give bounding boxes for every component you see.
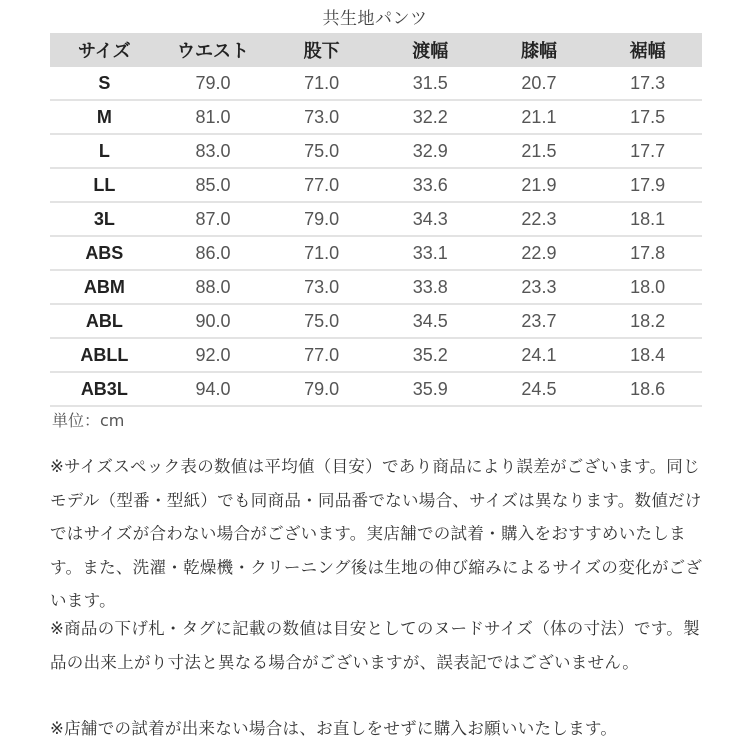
cell-inseam: 75.0 <box>267 304 376 338</box>
cell-inseam: 71.0 <box>267 67 376 100</box>
cell-inseam: 79.0 <box>267 202 376 236</box>
cell-inseam: 71.0 <box>267 236 376 270</box>
chart-title: 共生地パンツ <box>322 9 428 29</box>
cell-waist: 94.0 <box>159 372 268 406</box>
cell-size: AB3L <box>50 372 159 406</box>
cell-thigh: 35.2 <box>376 338 485 372</box>
cell-thigh: 31.5 <box>376 67 485 100</box>
cell-hem: 17.8 <box>593 236 702 270</box>
table-row <box>50 372 702 406</box>
cell-hem: 18.6 <box>593 372 702 406</box>
cell-size: 3L <box>50 202 159 236</box>
header-hem: 裾幅 <box>593 33 702 67</box>
cell-knee: 20.7 <box>485 67 594 100</box>
cell-waist: 79.0 <box>159 67 268 100</box>
cell-knee: 21.5 <box>485 134 594 168</box>
cell-thigh: 32.9 <box>376 134 485 168</box>
header-inseam: 股下 <box>267 33 376 67</box>
table-row <box>50 168 702 202</box>
cell-knee: 23.3 <box>485 270 594 304</box>
cell-thigh: 33.8 <box>376 270 485 304</box>
table-row <box>50 304 702 338</box>
cell-knee: 24.5 <box>485 372 594 406</box>
header-size: サイズ <box>50 33 159 67</box>
cell-inseam: 77.0 <box>267 338 376 372</box>
table-header-row <box>50 33 702 67</box>
header-thigh: 渡幅 <box>376 33 485 67</box>
cell-hem: 17.3 <box>593 67 702 100</box>
cell-knee: 24.1 <box>485 338 594 372</box>
cell-waist: 81.0 <box>159 100 268 134</box>
cell-hem: 17.7 <box>593 134 702 168</box>
header-waist: ウエスト <box>159 33 268 67</box>
table-row <box>50 202 702 236</box>
cell-waist: 90.0 <box>159 304 268 338</box>
cell-hem: 18.0 <box>593 270 702 304</box>
unit-label: 単位：cm <box>52 411 125 430</box>
cell-hem: 17.9 <box>593 168 702 202</box>
cell-hem: 18.4 <box>593 338 702 372</box>
table-row <box>50 338 702 372</box>
cell-thigh: 33.1 <box>376 236 485 270</box>
cell-hem: 18.1 <box>593 202 702 236</box>
cell-waist: 87.0 <box>159 202 268 236</box>
cell-thigh: 33.6 <box>376 168 485 202</box>
table-row <box>50 134 702 168</box>
cell-size: S <box>50 67 159 100</box>
cell-size: LL <box>50 168 159 202</box>
cell-thigh: 34.3 <box>376 202 485 236</box>
cell-size: ABL <box>50 304 159 338</box>
cell-size: M <box>50 100 159 134</box>
table-row <box>50 270 702 304</box>
table-row <box>50 100 702 134</box>
cell-inseam: 77.0 <box>267 168 376 202</box>
cell-thigh: 34.5 <box>376 304 485 338</box>
cell-knee: 23.7 <box>485 304 594 338</box>
note-size-disclaimer: ※サイズスペック表の数値は平均値（目安）であり商品により誤差がございます。同じモデル（型番・型紙）でも同商品・同品番でない場合、サイズは異なります。数値だけではサイズが合わない場合がございます。実店舗での試着・購入をおすすめいたします。また、洗濯・乾燥機・クリーニング後は生地の伸び縮みによるサイズの変化がございます。 <box>50 457 703 610</box>
note-fitting-request: ※店舗での試着が出来ない場合は、お直しをせずに購入お願いいたします。 <box>50 719 618 738</box>
cell-size: L <box>50 134 159 168</box>
cell-size: ABM <box>50 270 159 304</box>
cell-hem: 17.5 <box>593 100 702 134</box>
cell-waist: 85.0 <box>159 168 268 202</box>
cell-hem: 18.2 <box>593 304 702 338</box>
cell-knee: 22.9 <box>485 236 594 270</box>
cell-size: ABS <box>50 236 159 270</box>
header-knee: 膝幅 <box>485 33 594 67</box>
cell-knee: 21.1 <box>485 100 594 134</box>
cell-waist: 92.0 <box>159 338 268 372</box>
table-row <box>50 67 702 100</box>
note-tag-nude-size: ※商品の下げ札・タグに記載の数値は目安としてのヌードサイズ（体の寸法）です。製品の出来上がり寸法と異なる場合がございますが、誤表記ではございません。 <box>50 619 700 672</box>
cell-size: ABLL <box>50 338 159 372</box>
size-spec-table <box>50 33 702 407</box>
cell-waist: 86.0 <box>159 236 268 270</box>
cell-knee: 21.9 <box>485 168 594 202</box>
cell-waist: 88.0 <box>159 270 268 304</box>
cell-inseam: 73.0 <box>267 270 376 304</box>
cell-thigh: 35.9 <box>376 372 485 406</box>
cell-knee: 22.3 <box>485 202 594 236</box>
cell-inseam: 73.0 <box>267 100 376 134</box>
cell-inseam: 75.0 <box>267 134 376 168</box>
cell-inseam: 79.0 <box>267 372 376 406</box>
table-row <box>50 236 702 270</box>
cell-thigh: 32.2 <box>376 100 485 134</box>
cell-waist: 83.0 <box>159 134 268 168</box>
